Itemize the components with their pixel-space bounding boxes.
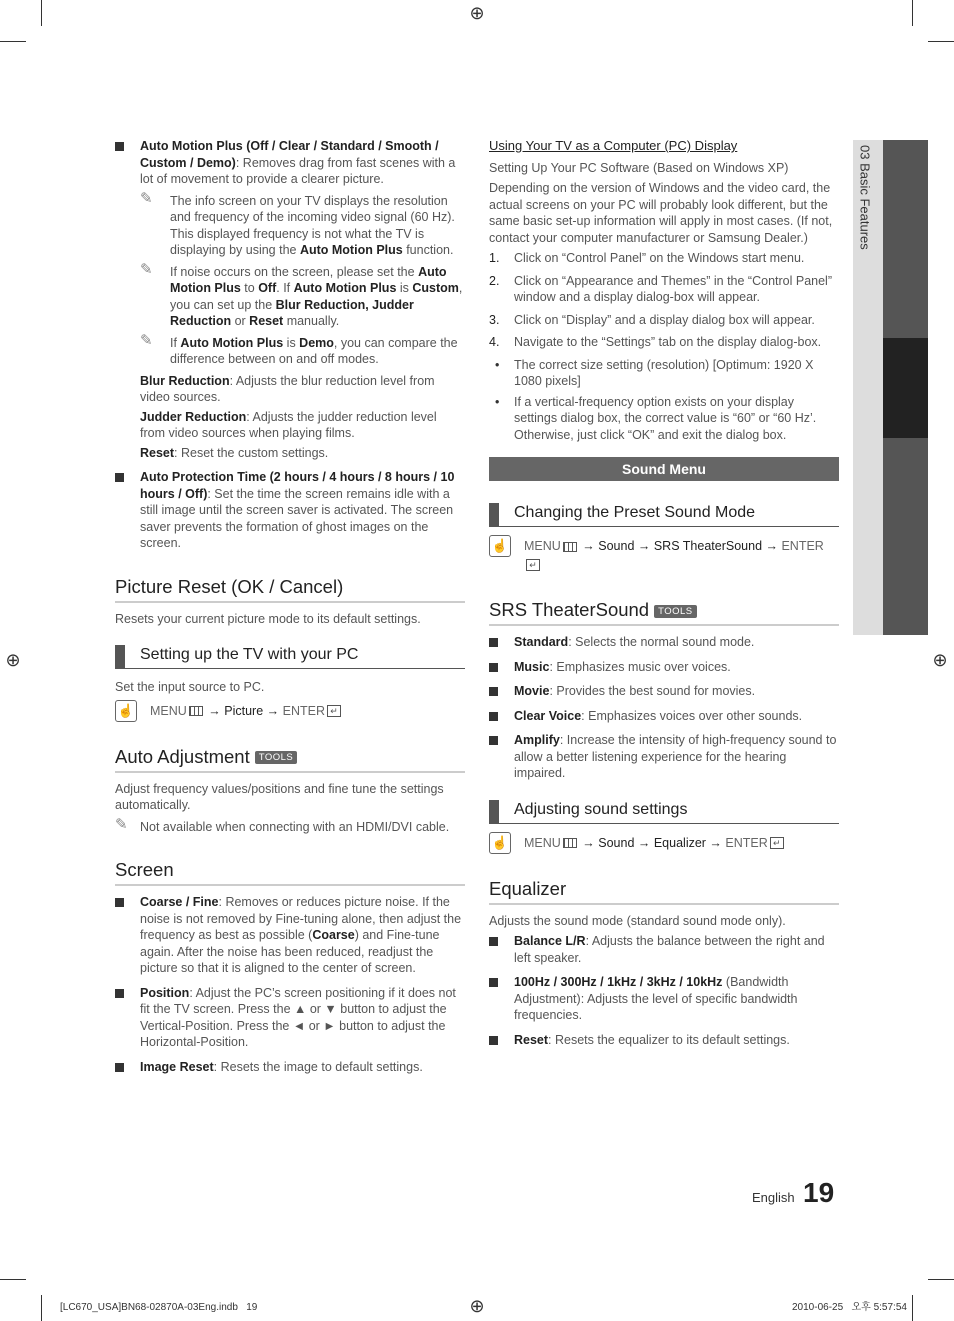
hand-icon: ☝ [489,535,511,557]
menu-icon [563,542,577,552]
item-term: Music [514,659,550,674]
list-item [489,1032,839,1049]
footer-file: [LC670_USA]BN68-02870A-03Eng.indb 19 [60,1302,258,1313]
item-term: Balance L/R [514,934,586,948]
list-item [489,273,839,306]
list-item [489,357,839,390]
registration-mark-icon: ⊕ [932,650,948,670]
bullet-square-icon [489,1036,498,1045]
section-heading: Auto Adjustment TOOLS [115,746,465,773]
bullet-list [489,357,839,444]
subsection-heading: Changing the Preset Sound Mode [489,503,839,527]
sub-item: Reset: Reset the custom settings. [140,445,329,460]
menu-path: ☝ MENU → Sound → Equalizer → ENTER ↵ [489,834,839,852]
paragraph: Depending on the version of Windows and the video card, the actual screens on your PC will probably look different, but the same basic set-up information will apply in most cases. (If not, contact your computer manufacturer or Samsung Dealer.) [489,181,833,245]
list-item [489,634,839,651]
item-term: Standard [514,635,569,649]
hand-icon: ☝ [489,832,511,854]
menu-path: ☝ MENU → Sound → SRS TheaterSound → ENTER↵ [489,537,839,573]
item-desc: : Adjusts the balance between the right and left speaker. [514,934,825,965]
tools-badge: TOOLS [654,605,697,618]
crop-mark [928,41,954,42]
sub-item: Judder Reduction: Adjusts the judder reduction level from video sources when playing films. [140,409,437,440]
paragraph: Set the input source to PC. [115,680,265,694]
section-heading: Screen [115,859,465,886]
bullet-square-icon [489,663,498,672]
list-item: Coarse / Fine: Removes or reduces picture noise. If the noise is not removed by Fine-tuning alone, then adjust the frequency as best as possible (Coarse) and Fine-tune again. After the noise has been reduced, readjust the picture so that it is aligned to the center of screen. [115,894,465,977]
note-pencil-icon: ✎ [140,260,153,278]
list-item [489,933,839,966]
item-term: Amplify [514,733,560,747]
list-item: Auto Motion Plus (Off / Clear / Standard / Smooth / Custom / Demo): Removes drag from fast scenes with a lot of movement to provide a clearer picture. ✎ The info screen on your TV displays the resolution and frequency of the incoming video signal (60 Hz). This displayed frequency is not what the TV is displaying by using the Auto Motion Plus function. ✎ If noise occurs on the screen, please set the Auto Motion Plus to Off. If Auto Motion Plus is Custom, you can set up the Blur Reduction, Judder Reduction or Reset manually. ✎ If Auto Motion Plus is Demo, you can compare the difference between on and off modes. Blur Reduction: Adjusts the blur reduction level from video sources. Judder Reduction: Adjusts the judder reduction level from video sources when playing films. Reset: Reset the custom settings. [115,138,465,461]
crop-mark [0,1279,26,1280]
item-desc: : Selects the normal sound mode. [568,635,755,649]
list-item [489,708,839,725]
bullet-square-icon [115,473,124,482]
item-desc: : Emphasizes music over voices. [549,659,731,674]
menu-icon [189,706,203,716]
side-tab-active [883,338,928,438]
list-item [489,659,839,676]
right-column [489,138,839,1056]
list-item: Image Reset: Resets the image to default settings. [115,1059,465,1076]
page-number: 19 [803,1177,835,1208]
note: ✎ If noise occurs on the screen, please set the Auto Motion Plus to Off. If Auto Motion Plus is Custom, you can set up the Blur Reduction, Judder Reduction or Reset manually. [140,260,463,328]
bullet-square-icon [489,638,498,647]
item-desc: : Resets the equalizer to its default settings. [548,1032,790,1047]
footer-stamp: 2010-06-25 오후 5:57:54 [792,1302,907,1313]
crop-mark [912,0,913,26]
note-pencil-icon: ✎ [140,331,153,349]
left-column [115,138,465,1083]
list-item [489,974,839,1024]
list-item [489,334,839,351]
paragraph: Setting Up Your PC Software (Based on Windows XP) [489,160,789,175]
sound-menu-banner: Sound Menu [489,457,839,481]
bullet-square-icon [489,687,498,696]
item-desc: (Bandwidth Adjustment): Adjusts the level of specific bandwidth frequencies. [514,975,798,1022]
section-heading: Equalizer [489,878,839,905]
registration-mark-icon: ⊕ [5,650,21,670]
list-item: Position: Adjust the PC’s screen positioning if it does not fit the TV screen. Press the ▲ or ▼ button to adjust the Vertical-Position. Press the ◄ or ► button to adjust the Horizontal-Position. [115,985,465,1051]
note-pencil-icon: ✎ [140,189,153,207]
registration-mark-icon: ⊕ [469,1296,485,1316]
bullet-square-icon [489,937,498,946]
item-desc: : Increase the intensity of high-frequency sound to allow a better listening experience for the hearing impaired. [514,733,837,780]
list-item [489,312,839,329]
bullet-square-icon [115,898,124,907]
item-desc: : Emphasizes voices over other sounds. [581,708,803,723]
enter-icon: ↵ [327,705,341,717]
list-item [489,732,839,782]
step-number: 4. [489,335,500,349]
bullet-square-icon [489,712,498,721]
section-heading: Picture Reset (OK / Cancel) [115,576,465,603]
enter-icon: ↵ [770,837,784,849]
side-tab-label: 03 Basic Features [857,145,873,250]
bullet-text: The correct size setting (resolution) [Optimum: 1920 X 1080 pixels] [514,357,814,388]
enter-icon: ↵ [526,559,540,571]
srs-list [489,634,839,782]
paragraph: Adjusts the sound mode (standard sound mode only). [489,913,786,928]
bullet-dot-icon: • [495,357,500,372]
list-item [489,683,839,700]
side-tab-block [883,140,928,338]
list-item [489,394,839,444]
subsection-heading: Setting up the TV with your PC [115,645,465,669]
item-term: Clear Voice [514,708,582,723]
menu-path: ☝ MENU → Picture → ENTER ↵ [115,702,465,720]
step-number: 1. [489,251,500,265]
side-tab-block [883,438,928,635]
item-term: Movie [514,684,550,698]
note-pencil-icon: ✎ [115,815,128,833]
note: ✎ If Auto Motion Plus is Demo, you can compare the difference between on and off modes. [140,331,458,366]
crop-mark [41,0,42,26]
step-text: Click on “Appearance and Themes” in the “Control Panel” window and a display dialog-box will appear. [514,273,832,304]
step-number: 3. [489,312,500,327]
list-item: Auto Protection Time (2 hours / 4 hours / 8 hours / 10 hours / Off): Set the time the screen remains idle with a still image until the screen saver is activated. The screen saver prevents the formation of ghost images on the screen. [115,469,465,552]
footer-language: English [752,1190,795,1205]
crop-mark [0,41,26,42]
section-link: Using Your TV as a Computer (PC) Display [489,138,738,153]
list-item [489,250,839,267]
numbered-list [489,250,839,351]
item-term: Reset [514,1032,549,1047]
bullet-square-icon [115,1063,124,1072]
step-number: 2. [489,273,500,288]
item-term: 100Hz / 300Hz / 1kHz / 3kHz / 10kHz [514,975,723,989]
paragraph: Resets your current picture mode to its default settings. [115,611,421,626]
note: ✎ Not available when connecting with an HDMI/DVI cable. [115,815,450,834]
hand-icon: ☝ [115,700,137,722]
bullet-square-icon [115,142,124,151]
step-text: Navigate to the “Settings” tab on the display dialog-box. [514,335,822,349]
step-text: Click on “Control Panel” on the Windows start menu. [514,251,805,265]
bullet-dot-icon: • [495,394,500,409]
paragraph: Adjust frequency values/positions and fine tune the settings automatically. [115,781,444,812]
tools-badge: TOOLS [255,751,298,764]
note: ✎ The info screen on your TV displays the resolution and frequency of the incoming video signal (60 Hz). This displayed frequency is not what the TV is displaying by using the Auto Motion Plus function. [140,189,455,257]
crop-mark [912,1295,913,1321]
crop-mark [41,1295,42,1321]
bullet-square-icon [489,978,498,987]
item-desc: : Provides the best sound for movies. [549,684,756,698]
crop-mark [928,1279,954,1280]
bullet-text: If a vertical-frequency option exists on your display settings dialog box, the correct value is “60” or “60 Hz’. Otherwise, just click “OK” and exit the dialog box. [514,394,817,442]
menu-icon [563,838,577,848]
equalizer-list [489,933,839,1048]
registration-mark-icon: ⊕ [469,3,485,23]
bullet-square-icon [115,989,124,998]
bullet-square-icon [489,736,498,745]
subsection-heading: Adjusting sound settings [489,800,839,824]
section-heading: SRS TheaterSound TOOLS [489,599,839,626]
sub-item: Blur Reduction: Adjusts the blur reduction level from video sources. [140,373,435,404]
step-text: Click on “Display” and a display dialog box will appear. [514,312,815,327]
